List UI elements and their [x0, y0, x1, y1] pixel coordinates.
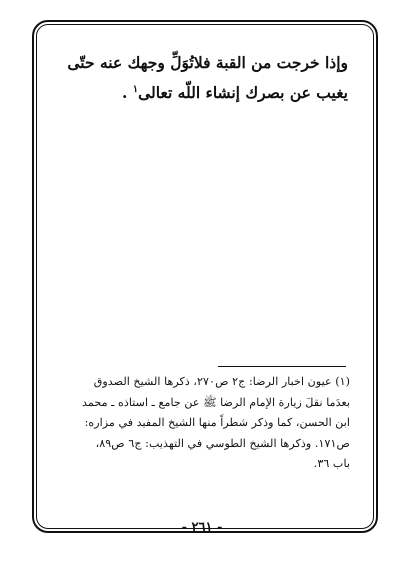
footnote-separator	[218, 366, 346, 367]
main-text-end: .	[121, 83, 133, 102]
footnote-line: باب ٣٦.	[313, 457, 350, 470]
footnote-line: ص١٧١. وذكرها الشيخ الطوسي في التهذيب: ج٦ ص٨٩،	[95, 436, 350, 450]
main-text-line: وإذا خرجت من القبة فلاتُوَلِّ وجهك عنه حتّى	[67, 53, 348, 72]
footnote-reference: ١	[132, 83, 139, 95]
footnote-line: (١) عيون اخبار الرضا: ج٢ ص٢٧٠، ذكرها الشيخ الصدوق	[93, 375, 350, 388]
main-text-line-content: يغيب عن بصرك إنشاء اللّه تعالى	[138, 83, 348, 102]
page-number: - ٢٦١ -	[181, 520, 223, 535]
footnote-line: بعدَما نقلَ زيارة الإمام الرضا ﷺ عن جامع ـ استاذه ـ محمد	[82, 395, 350, 409]
main-text-line	[58, 78, 348, 108]
footnote-line: ابن الحسن، كما وذكر شطراً منها الشيخ المفيد في مزاره:	[84, 416, 350, 429]
footnote	[56, 372, 350, 475]
main-text	[58, 48, 348, 108]
